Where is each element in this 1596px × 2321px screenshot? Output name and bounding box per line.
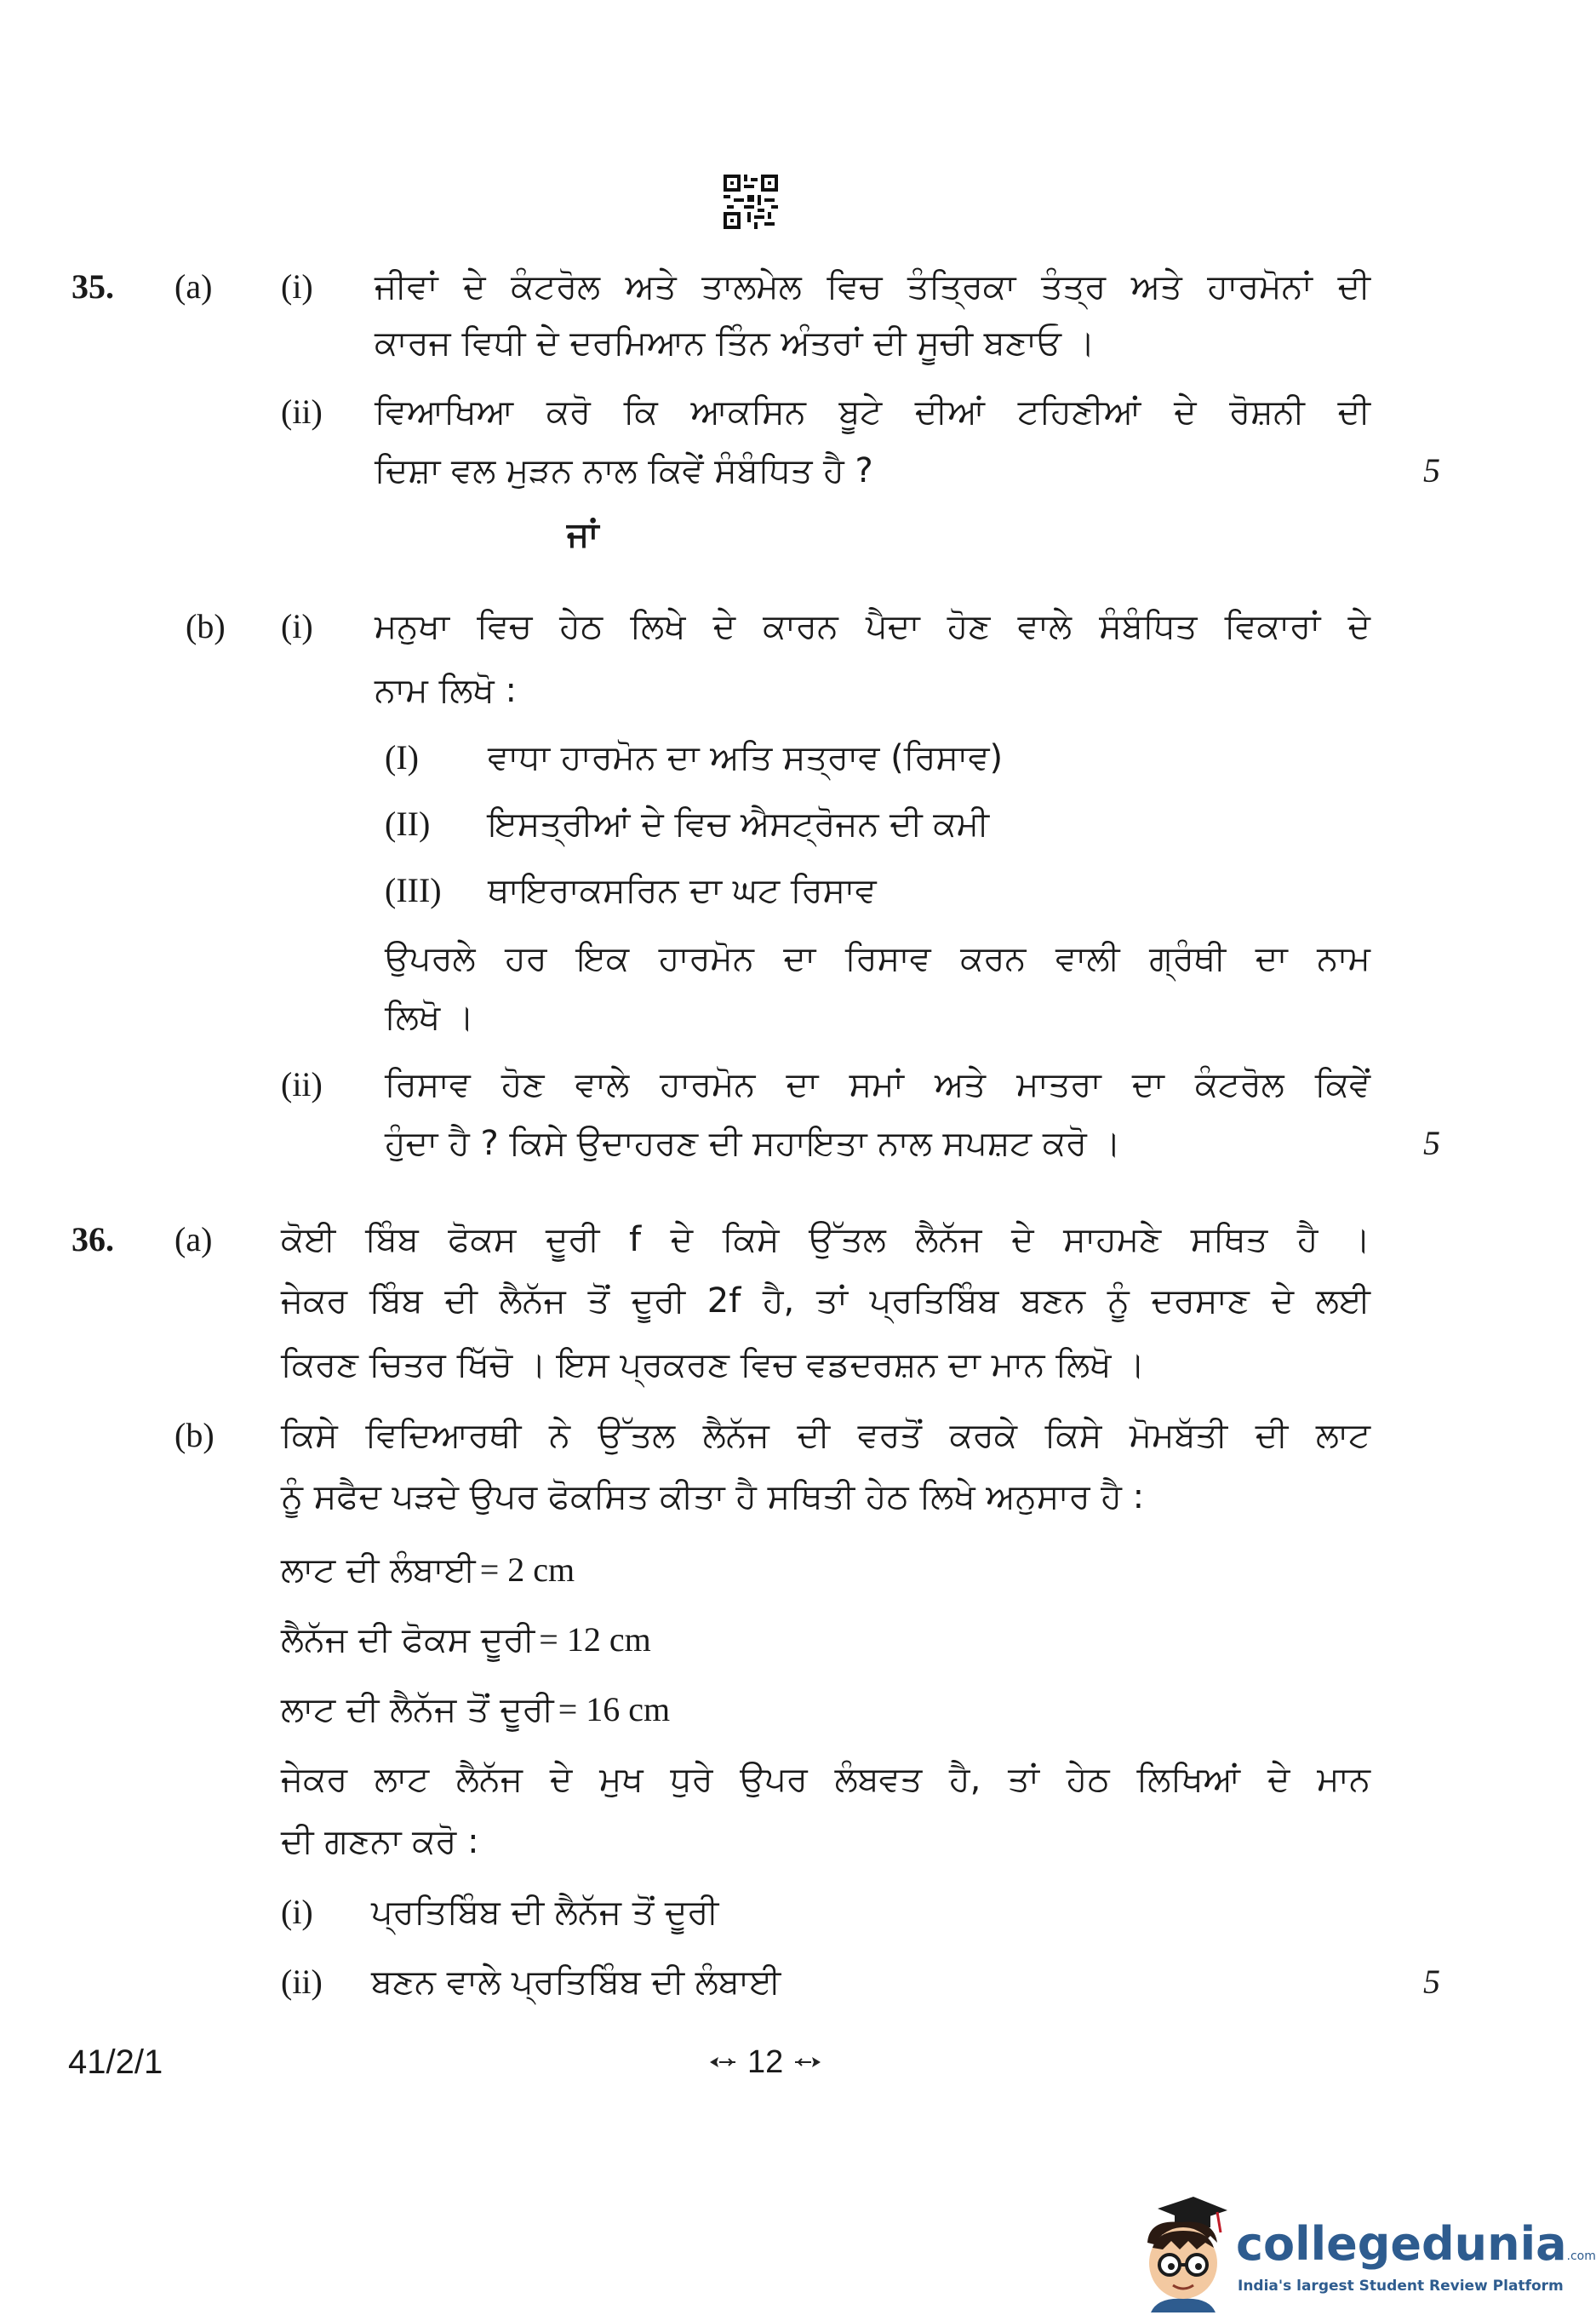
given-row (281, 1677, 670, 1742)
brand-tagline: India's largest Student Review Platform (1238, 2278, 1564, 2295)
q36-a-line-1: ਕੋਈ ਬਿੰਬ ਫੋਕਸ ਦੂਰੀ f ਦੇ ਕਿਸੇ ਉੱਤਲ ਲੈਨੱਜ ਦੇ ਸਾਹਮਣੇ ਸਥਿਤ ਹੈ । (281, 1220, 1370, 1259)
q36-b-line-3: ਜੇਕਰ ਲਾਟ ਲੈਨੱਜ ਦੇ ਮੁਖ ਧੁਰੇ ਉਪਰ ਲੰਬਵਤ ਹੈ, ਤਾਂ ਹੇਠ ਲਿਖਿਆਂ ਦੇ ਮਾਨ (281, 1760, 1370, 1799)
q35-a-ii-line-1: ਵਿਆਖਿਆ ਕਰੋ ਕਿ ਆਕਸਿਨ ਬੂਟੇ ਦੀਆਂ ਟਹਿਣੀਆਂ ਦੇ ਰੋਸ਼ਨੀ ਦੀ (375, 393, 1370, 432)
question-number-36: 36. (72, 1220, 114, 1258)
brand-name (1236, 2217, 1596, 2284)
sub-label-i: (i) (281, 607, 313, 645)
part-label-a: (a) (174, 1220, 213, 1258)
q36-b-i-text: ਪ੍ਰਤਿਬਿੰਬ ਦੀ ਲੈਨੱਜ ਤੋਂ ਦੂਰੀ (371, 1893, 719, 1932)
q35-a-ii-line-2: ਦਿਸ਼ਾ ਵਲ ਮੁੜਨ ਨਾਲ ਕਿਵੇਂ ਸੰਬੰਧਿਤ ਹੈ ? (375, 451, 873, 490)
sub-item-text: ਇਸਤ੍ਰੀਆਂ ਦੇ ਵਿਚ ਐਸਟ੍ਰੋਜਨ ਦੀ ਕਮੀ (488, 805, 990, 844)
sub-label-i: (i) (281, 1893, 313, 1931)
marks-q35-a: 5 (1423, 451, 1440, 490)
q36-b-line-1: ਕਿਸੇ ਵਿਦਿਆਰਥੀ ਨੇ ਉੱਤਲ ਲੈਨੱਜ ਦੀ ਵਰਤੋਂ ਕਰਕੇ ਕਿਸੇ ਮੋਮਬੱਤੀ ਦੀ ਲਾਟ (281, 1416, 1370, 1455)
collegedunia-logo (1132, 2193, 1596, 2312)
q36-a-line-2: ਜੇਕਰ ਬਿੰਬ ਦੀ ਲੈਨੱਜ ਤੋਂ ਦੂਰੀ 2f ਹੈ, ਤਾਂ ਪ੍ਰਤਿਬਿੰਬ ਬਣਨ ਨੂੰ ਦਰਸਾਣ ਦੇ ਲਈ (281, 1281, 1370, 1321)
q35-a-i-line-2: ਕਾਰਜ ਵਿਧੀ ਦੇ ਦਰਮਿਆਨ ਤਿੰਨ ਅੰਤਰਾਂ ਦੀ ਸੂਚੀ ਬਣਾਓ । (375, 324, 1095, 363)
brand-suffix: .com (1566, 2249, 1596, 2263)
given-row (281, 1538, 575, 1602)
ornament-left-icon (708, 2054, 737, 2071)
q35-a-i-line-1: ਜੀਵਾਂ ਦੇ ਕੰਟਰੋਲ ਅਤੇ ਤਾਲਮੇਲ ਵਿਚ ਤੰਤ੍ਰਿਕਾ ਤੰਤ੍ਰ ਅਤੇ ਹਾਰਮੋਨਾਂ ਦੀ (375, 267, 1370, 307)
mascot-icon (1132, 2193, 1234, 2312)
given-label: ਲਾਟ ਦੀ ਲੰਬਾਈ (281, 1550, 476, 1590)
paper-code: 41/2/1 (68, 2043, 163, 2081)
part-label-a: (a) (174, 267, 213, 306)
q36-b-ii-text: ਬਣਨ ਵਾਲੇ ਪ੍ਰਤਿਬਿੰਬ ਦੀ ਲੰਬਾਈ (371, 1963, 781, 2002)
part-label-b: (b) (174, 1416, 215, 1454)
given-label: ਲੈਨੱਜ ਦੀ ਫੋਕਸ ਦੂਰੀ (281, 1620, 535, 1659)
q35-b-i-line-3: ਉਪਰਲੇ ਹਰ ਇਕ ਹਾਰਮੋਨ ਦਾ ਰਿਸਾਵ ਕਰਨ ਵਾਲੀ ਗ੍ਰੰਥੀ ਦਾ ਨਾਮ (385, 939, 1370, 978)
given-value: = 12 cm (539, 1620, 651, 1659)
qr-code (724, 175, 778, 229)
sub-item-label: (III) (385, 871, 442, 909)
given-row (281, 1608, 651, 1672)
q35-b-i-line-4: ਲਿਖੋ । (385, 998, 474, 1037)
brand-text: collegedunia (1236, 2217, 1567, 2271)
given-value: = 2 cm (479, 1550, 575, 1589)
marks-q36: 5 (1423, 1963, 1440, 2001)
sub-label-i: (i) (281, 267, 313, 306)
page-number-block (708, 2037, 822, 2088)
sub-item-text: ਵਾਧਾ ਹਾਰਮੋਨ ਦਾ ਅਤਿ ਸਤ੍ਰਾਵ (ਰਿਸਾਵ) (488, 738, 1004, 777)
q36-b-line-4: ਦੀ ਗਣਨਾ ਕਰੋ : (281, 1822, 479, 1861)
q35-b-i-line-1: ਮਨੁਖਾ ਵਿਚ ਹੇਠ ਲਿਖੇ ਦੇ ਕਾਰਨ ਪੈਦਾ ਹੋਣ ਵਾਲੇ ਸੰਬੰਧਿਤ ਵਿਕਾਰਾਂ ਦੇ (375, 607, 1370, 646)
page-number: 12 (747, 2044, 784, 2080)
sub-item-text: ਥਾਇਰਾਕਸਰਿਨ ਦਾ ਘਟ ਰਿਸਾਵ (488, 871, 877, 910)
q35-b-i-line-2: ਨਾਮ ਲਿਖੋ : (375, 671, 517, 710)
q35-b-ii-line-1: ਰਿਸਾਵ ਹੋਣ ਵਾਲੇ ਹਾਰਮੋਨ ਦਾ ਸਮਾਂ ਅਤੇ ਮਾਤਰਾ ਦਾ ਕੰਟਰੋਲ ਕਿਵੇਂ (385, 1065, 1370, 1104)
given-value: = 16 cm (558, 1690, 671, 1728)
q36-b-line-2: ਨੂੰ ਸਫੈਦ ਪੜਦੇ ਉਪਰ ਫੋਕਸਿਤ ਕੀਤਾ ਹੈ ਸਥਿਤੀ ਹੇਠ ਲਿਖੇ ਅਨੁਸਾਰ ਹੈ : (281, 1477, 1145, 1516)
sub-label-ii: (ii) (281, 393, 323, 431)
given-label: ਲਾਟ ਦੀ ਲੈਨੱਜ ਤੋਂ ਦੂਰੀ (281, 1690, 554, 1729)
marks-q35-b: 5 (1423, 1124, 1440, 1162)
q35-b-ii-line-2: ਹੁੰਦਾ ਹੈ ? ਕਿਸੇ ਉਦਾਹਰਣ ਦੀ ਸਹਾਇਤਾ ਨਾਲ ਸਪਸ਼ਟ ਕਰੋ । (385, 1124, 1121, 1163)
question-number-35: 35. (72, 267, 114, 306)
sub-label-ii: (ii) (281, 1065, 323, 1103)
sub-item-label: (I) (385, 738, 419, 777)
ornament-right-icon (793, 2054, 822, 2071)
q36-a-line-3: ਕਿਰਣ ਚਿਤਰ ਖਿੱਚੋ । ਇਸ ਪ੍ਰਕਰਣ ਵਿਚ ਵਡਦਰਸ਼ਨ ਦਾ ਮਾਨ ਲਿਖੋ । (281, 1345, 1146, 1384)
sub-item-label: (II) (385, 805, 431, 843)
part-label-b: (b) (186, 607, 226, 645)
sub-label-ii: (ii) (281, 1963, 323, 2001)
or-separator: ਜਾਂ (567, 515, 599, 554)
